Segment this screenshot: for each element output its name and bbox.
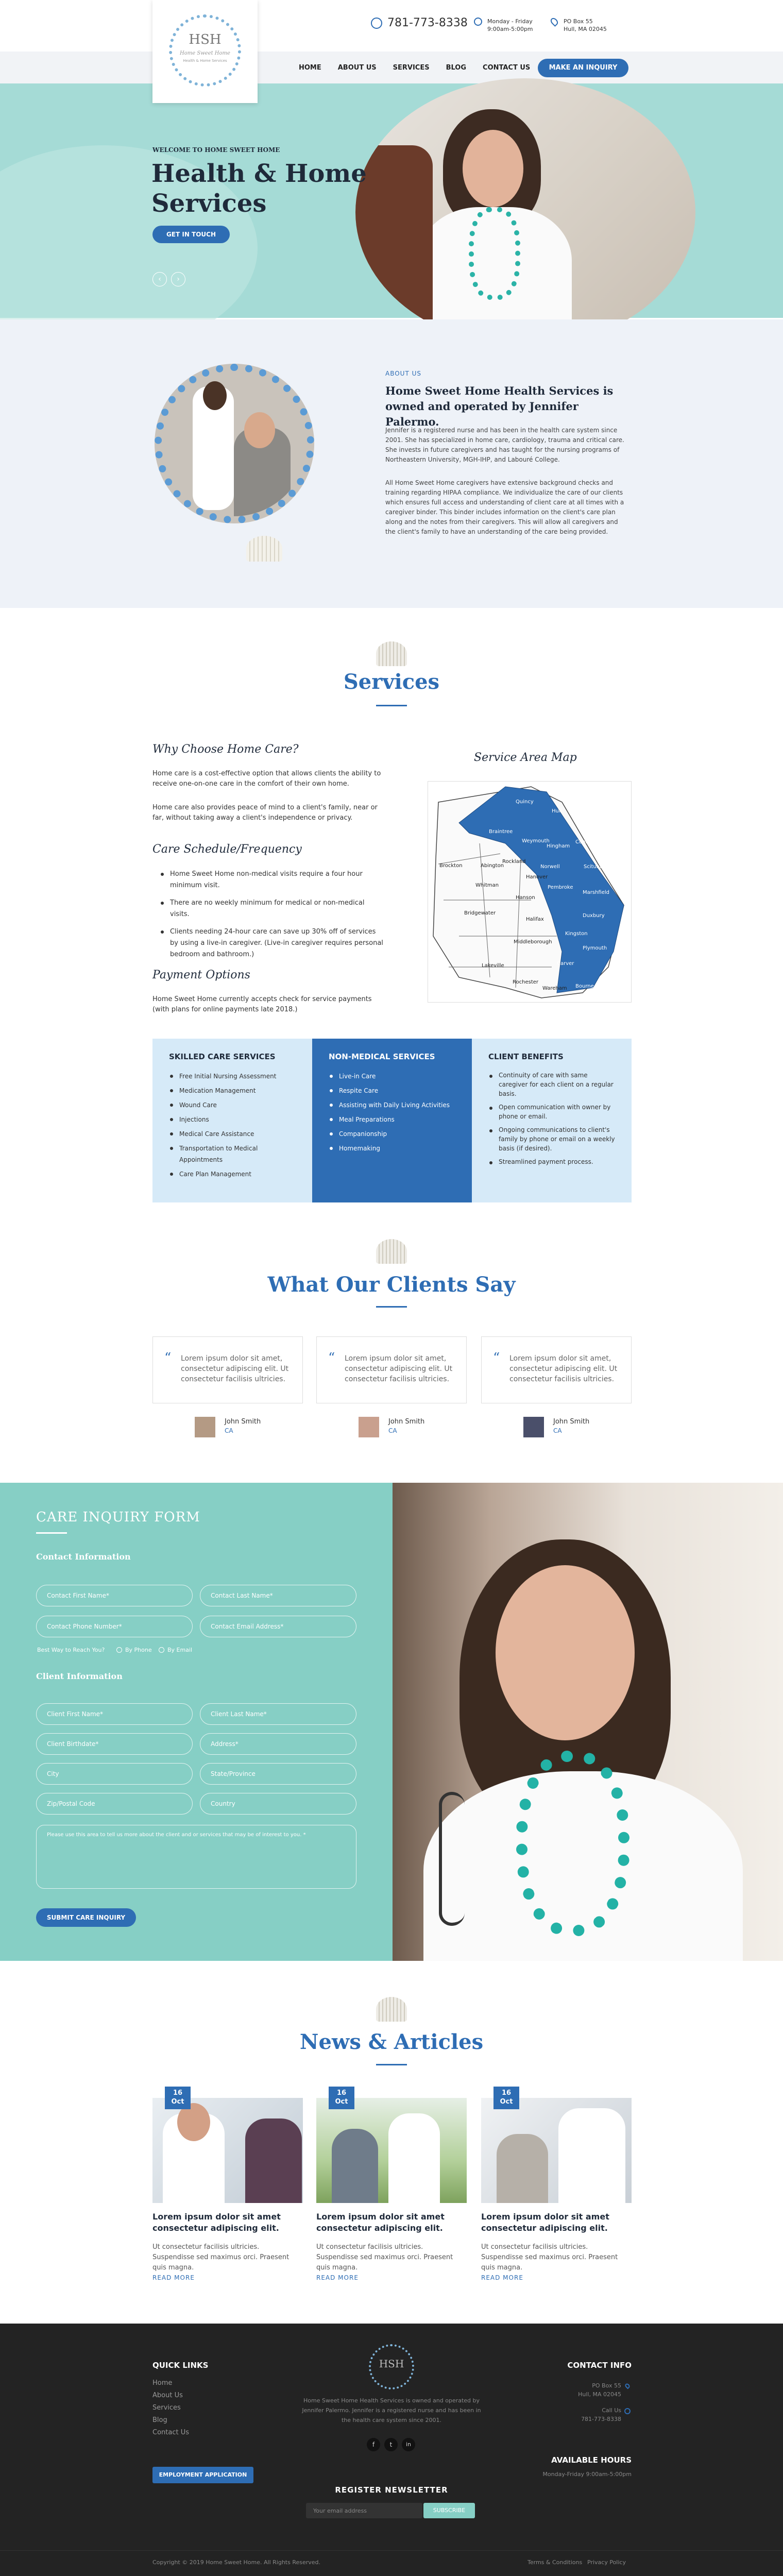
footer-link-services[interactable]: Services [152, 2404, 181, 2412]
facebook-icon[interactable]: f [367, 2438, 380, 2451]
testimonial-location: CA [553, 1427, 562, 1434]
inquiry-button[interactable]: MAKE AN INQUIRY [538, 59, 628, 77]
hero-section [0, 83, 783, 318]
list-item: Meal Preparations [329, 1114, 455, 1125]
list-item: Wound Care [169, 1099, 296, 1111]
schedule-title: Care Schedule/Frequency [152, 843, 302, 856]
hero-doctor-photo [355, 78, 695, 346]
news-title[interactable]: Lorem ipsum dolor sit amet consectetur adipiscing elit. [316, 2212, 445, 2233]
client-birthdate-input[interactable]: Client Birthdate* [36, 1733, 193, 1755]
footer-hours: Monday-Friday 9:00am-5:00pm [542, 2471, 632, 2478]
news-date-badge: 16 Oct [165, 2087, 191, 2109]
site-logo[interactable]: HSH Home Sweet Home Health & Home Services [152, 0, 258, 103]
contact-heading: Contact Information [36, 1552, 131, 1562]
header-address: PO Box 55 Hull, MA 02045 [551, 18, 607, 33]
about-title: Home Sweet Home Health Services is owned and operated by Jennifer Palermo. [385, 384, 614, 428]
zip-input[interactable]: Zip/Postal Code [36, 1793, 193, 1815]
reach-phone-radio[interactable]: By Phone [116, 1647, 152, 1653]
services-shell-icon [376, 641, 407, 666]
quote-icon: “ [164, 1350, 172, 1366]
footer-link-contact[interactable]: Contact Us [152, 2429, 189, 2436]
nav-blog[interactable]: BLOG [446, 64, 467, 72]
news-date-badge: 16 Oct [329, 2087, 354, 2109]
testimonial-card: “ Lorem ipsum dolor sit amet, consectetur adipiscing elit. Ut consectetur facilisis ultricies. [152, 1336, 303, 1403]
testimonial-name: John Smith [553, 1418, 590, 1426]
client-first-name-input[interactable]: Client First Name* [36, 1703, 193, 1725]
payment-paragraph: Home Sweet Home currently accepts check for service payments (with plans for online payments late 2018.) [152, 995, 372, 1013]
form-title-divider [36, 1532, 67, 1534]
services-heading: Services [343, 670, 440, 694]
main-nav [0, 52, 783, 83]
news-shell-icon [376, 1997, 407, 2022]
list-item: Care Plan Management [169, 1168, 296, 1180]
footer-link-about[interactable]: About Us [152, 2392, 183, 2399]
get-in-touch-button[interactable]: GET IN TOUCH [152, 226, 230, 243]
contact-first-name-input[interactable]: Contact First Name* [36, 1585, 193, 1606]
testimonial-location: CA [388, 1427, 397, 1434]
phone-icon [371, 18, 382, 29]
list-item: Free Initial Nursing Assessment [169, 1071, 296, 1082]
news-date-badge: 16 Oct [493, 2087, 519, 2109]
about-paragraph-1: Jennifer is a registered nurse and has been in the health care system since 2001. She has specialized in home care, cardiology, trauma and critical care. She invests in future caregivers and has taught for the nursing programs of Northeastern University, MGH-IHP, and Labouré College. [385, 427, 624, 463]
list-item: There are no weekly minimum for medical or non-medical visits. [160, 897, 384, 920]
privacy-link[interactable]: Privacy Policy [587, 2559, 626, 2566]
hero-eyebrow: WELCOME TO HOME SWEET HOME [152, 146, 280, 154]
list-item: Open communication with owner by phone or email. [488, 1103, 615, 1121]
services-divider [376, 705, 407, 706]
nav-about[interactable]: ABOUT US [337, 64, 377, 72]
footer-logo[interactable]: HSH [369, 2344, 414, 2389]
why-paragraph-1: Home care is a cost-effective option that allows clients the ability to receive one-on-one care in the comfort of their own home. [152, 770, 381, 788]
contact-info-title: CONTACT INFO [567, 2361, 632, 2370]
news-title[interactable]: Lorem ipsum dolor sit amet consectetur adipiscing elit. [481, 2212, 609, 2233]
news-excerpt: Ut consectetur facilisis ultricies. Suspendisse sed maximus orci. Praesent quis magna. [481, 2243, 618, 2272]
radio-icon [159, 1647, 164, 1653]
list-item: Home Sweet Home non-medical visits require a four hour minimum visit. [160, 869, 384, 891]
message-textarea[interactable]: Please use this area to tell us more about the client and or services that may be of interest to you. * [36, 1825, 356, 1889]
list-item: Ongoing communications to client's family by phone or email on a weekly basis (if desired). [488, 1125, 615, 1153]
twitter-icon[interactable]: t [384, 2438, 398, 2451]
city-input[interactable]: City [36, 1763, 193, 1785]
nav-services[interactable]: SERVICES [393, 64, 430, 72]
hero-title: Health & Home Services [151, 159, 367, 218]
about-eyebrow: ABOUT US [385, 370, 422, 377]
phone-icon [624, 2408, 631, 2414]
shell-icon [246, 536, 282, 562]
employment-application-button[interactable]: EMPLOYMENT APPLICATION [152, 2467, 253, 2483]
avatar [195, 1417, 215, 1437]
slider-prev-icon[interactable]: ‹ [152, 272, 167, 286]
client-benefits-column: CLIENT BENEFITS Continuity of care with same caregiver for each client on a regular basis. Open communication with owner by phone or email. Ongoing communications to client's family by phone or email on a weekly basis (if desired). Streamlined payment process. [472, 1039, 632, 1202]
quick-links-title: QUICK LINKS [152, 2361, 209, 2370]
nav-home[interactable]: HOME [299, 64, 321, 72]
read-more-link[interactable]: READ MORE [316, 2274, 359, 2281]
radio-icon [116, 1647, 122, 1653]
news-image[interactable] [316, 2098, 467, 2203]
list-item: Medical Care Assistance [169, 1128, 296, 1140]
read-more-link[interactable]: READ MORE [152, 2274, 195, 2281]
client-last-name-input[interactable]: Client Last Name* [200, 1703, 356, 1725]
hours-title: AVAILABLE HOURS [551, 2455, 632, 2465]
non-medical-column: NON-MEDICAL SERVICES Live-in Care Respite Care Assisting with Daily Living Activities Meal Preparations Companionship Homemaking [312, 1039, 472, 1202]
testimonials-shell-icon [376, 1239, 407, 1264]
top-bar [0, 0, 783, 52]
footer-link-home[interactable]: Home [152, 2379, 173, 2387]
contact-email-input[interactable]: Contact Email Address* [200, 1616, 356, 1637]
submit-inquiry-button[interactable]: SUBMIT CARE INQUIRY [36, 1908, 136, 1927]
avatar [523, 1417, 544, 1437]
list-item: Medication Management [169, 1085, 296, 1096]
news-image[interactable] [152, 2098, 303, 2203]
why-title: Why Choose Home Care? [152, 743, 299, 756]
testimonials-divider [376, 1306, 407, 1308]
testimonial-location: CA [225, 1427, 233, 1434]
state-input[interactable]: State/Province [200, 1763, 356, 1785]
news-excerpt: Ut consectetur facilisis ultricies. Suspendisse sed maximus orci. Praesent quis magna. [316, 2243, 453, 2272]
footer-address: PO Box 55 Hull, MA 02045 [578, 2382, 621, 2398]
avatar [359, 1417, 379, 1437]
testimonial-card: “ Lorem ipsum dolor sit amet, consectetur adipiscing elit. Ut consectetur facilisis ultricies. [481, 1336, 632, 1403]
quote-icon: “ [328, 1350, 335, 1366]
news-heading: News & Articles [299, 2030, 484, 2054]
linkedin-icon[interactable]: in [402, 2438, 415, 2451]
address-input[interactable]: Address* [200, 1733, 356, 1755]
news-title[interactable]: Lorem ipsum dolor sit amet consectetur adipiscing elit. [152, 2212, 281, 2233]
service-area-map[interactable]: Hull Quincy Braintree Weymouth Hingham Cohasset Scituate Brockton Abington Rockland Norwell Marshfield Duxbury Kingston Plymouth Carver Pembroke Hanover Hanson Halifax Whitman Middleborough Bridgewater Lakeville Rochester Wareham Bourne [428, 781, 632, 1003]
list-item: Continuity of care with same caregiver for each client on a regular basis. [488, 1071, 615, 1098]
map-title: Service Area Map [474, 751, 577, 764]
read-more-link[interactable]: READ MORE [481, 2274, 523, 2281]
copyright: Copyright © 2019 Home Sweet Home. All Rights Reserved. [152, 2559, 321, 2566]
testimonial-card: “ Lorem ipsum dolor sit amet, consectetur adipiscing elit. Ut consectetur facilisis ultricies. [316, 1336, 467, 1403]
list-item: Companionship [329, 1128, 455, 1140]
location-pin-icon [549, 16, 559, 27]
about-paragraph-2: All Home Sweet Home caregivers have extensive background checks and training regarding HIPAA compliance. We individualize the care of our clients which ensures full access and understanding of client care at all times with a caregiver binder. This binder includes information on the client's care plan along and the notes from their caregivers. This will allow all caregivers and the client's family to have an understanding of the care being provided. [385, 479, 624, 535]
quick-links [152, 2377, 189, 2439]
form-title: CARE INQUIRY FORM [36, 1510, 200, 1525]
list-item: Injections [169, 1114, 296, 1125]
list-item: Clients needing 24-hour care can save up 30% off of services by using a live-in caregiver. (Live-in caregiver requires personal bedroom and bathroom.) [160, 926, 384, 960]
contact-phone-input[interactable]: Contact Phone Number* [36, 1616, 193, 1637]
quote-icon: “ [493, 1350, 500, 1366]
nav-contact[interactable]: CONTACT US [483, 64, 531, 72]
header-phone[interactable]: 781-773-8338 [371, 16, 468, 29]
clock-icon [474, 18, 482, 26]
list-item: Transportation to Medical Appointments [169, 1143, 296, 1165]
slider-next-icon[interactable]: › [171, 272, 185, 286]
contact-last-name-input[interactable]: Contact Last Name* [200, 1585, 356, 1606]
list-item: Homemaking [329, 1143, 455, 1154]
terms-link[interactable]: Terms & Conditions [527, 2559, 583, 2566]
reach-email-radio[interactable]: By Email [159, 1647, 192, 1653]
reach-label: Best Way to Reach You? [37, 1647, 105, 1653]
about-photo [155, 364, 314, 523]
payment-title: Payment Options [152, 969, 250, 981]
testimonial-name: John Smith [388, 1418, 425, 1426]
newsletter-title: REGISTER NEWSLETTER [335, 2485, 448, 2495]
social-icons [367, 2438, 415, 2451]
subscribe-button[interactable]: SUBSCRIBE [423, 2503, 475, 2518]
list-item: Streamlined payment process. [488, 1157, 615, 1166]
list-item: Assisting with Daily Living Activities [329, 1099, 455, 1111]
why-paragraph-2: Home care also provides peace of mind to a client's family, near or far, without taking away a client's independence or privacy. [152, 804, 378, 822]
inquiry-form-section [0, 1483, 393, 1961]
list-item: Live-in Care [329, 1071, 455, 1082]
testimonial-name: John Smith [225, 1418, 261, 1426]
schedule-list [160, 869, 384, 964]
skilled-care-column: SKILLED CARE SERVICES Free Initial Nursing Assessment Medication Management Wound Care Injections Medical Care Assistance Transportation to Medical Appointments Care Plan Management [152, 1039, 312, 1202]
about-section [0, 319, 783, 608]
footer [0, 2324, 783, 2576]
nurse-photo [393, 1483, 783, 1961]
client-heading: Client Information [36, 1671, 123, 1681]
footer-phone: Call Us 781-773-8338 [581, 2407, 621, 2422]
country-input[interactable]: Country [200, 1793, 356, 1815]
news-excerpt: Ut consectetur facilisis ultricies. Suspendisse sed maximus orci. Praesent quis magna. [152, 2243, 290, 2272]
testimonials-heading: What Our Clients Say [267, 1273, 516, 1297]
header-hours: Monday - Friday 9:00am-5:00pm [474, 18, 533, 33]
news-divider [376, 2064, 407, 2065]
location-pin-icon [624, 2383, 631, 2389]
footer-link-blog[interactable]: Blog [152, 2416, 167, 2424]
news-image[interactable] [481, 2098, 632, 2203]
newsletter-email-input[interactable]: Your email address [306, 2503, 422, 2518]
footer-divider [0, 2550, 783, 2551]
footer-about-text: Home Sweet Home Health Services is owned and operated by Jennifer Palermo. Jennifer is a registered nurse and has been in the health care system since 2001. [302, 2397, 481, 2424]
list-item: Respite Care [329, 1085, 455, 1096]
